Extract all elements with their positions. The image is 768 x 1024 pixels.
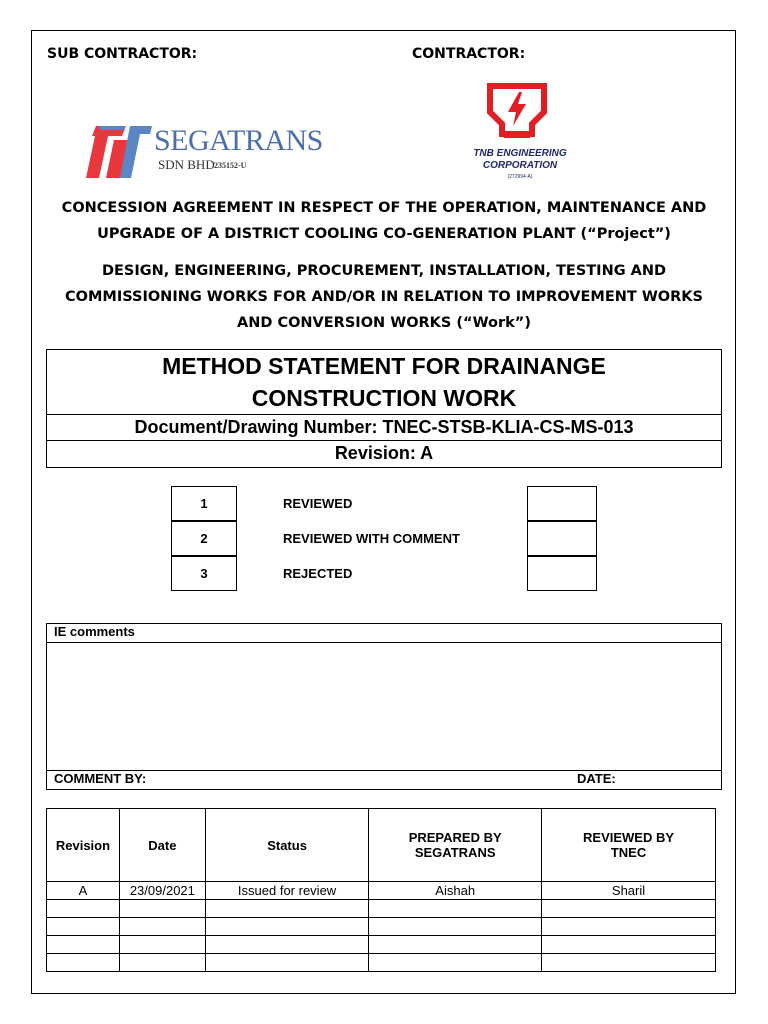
segatrans-logo-mark — [86, 126, 152, 178]
segatrans-name: SEGATRANS — [154, 124, 323, 157]
comment-by-label: COMMENT BY: — [54, 771, 147, 786]
comments-header: IE comments — [54, 624, 135, 639]
tnb-line2: CORPORATION — [482, 160, 558, 171]
table-row — [47, 954, 716, 972]
cell — [47, 918, 120, 936]
col-status: Status — [205, 809, 368, 882]
cell: Issued for review — [205, 882, 368, 900]
option-1-label: REVIEWED — [283, 496, 353, 511]
tnb-logo-mark — [486, 82, 548, 140]
cell — [542, 936, 716, 954]
comments-area[interactable] — [46, 642, 722, 771]
cell — [47, 900, 120, 918]
contractor-label: CONTRACTOR: — [412, 46, 526, 62]
title-box — [46, 349, 722, 415]
comment-date-label: DATE: — [577, 771, 616, 786]
cell — [119, 900, 205, 918]
cell: Aishah — [369, 882, 542, 900]
doc-revision: Revision: A — [46, 440, 722, 468]
option-3-number: 3 — [171, 556, 237, 591]
cell — [205, 900, 368, 918]
project-line-1: CONCESSION AGREEMENT IN RESPECT OF THE OPERATION, MAINTENANCE AND — [61, 200, 707, 216]
col-revision: Revision — [47, 809, 120, 882]
col-prepared-by: PREPARED BY SEGATRANS — [369, 809, 542, 882]
sub-contractor-label: SUB CONTRACTOR: — [47, 46, 198, 62]
table-header-row — [47, 809, 716, 882]
option-1-checkbox[interactable] — [527, 486, 597, 521]
option-2-number: 2 — [171, 521, 237, 556]
cell — [119, 954, 205, 972]
cell — [369, 936, 542, 954]
cell — [369, 954, 542, 972]
cell — [47, 936, 120, 954]
cell — [369, 918, 542, 936]
option-2-label: REVIEWED WITH COMMENT — [283, 531, 460, 546]
cell — [119, 936, 205, 954]
option-3-label: REJECTED — [283, 566, 353, 581]
col-reviewed-by: REVIEWED BY TNEC — [542, 809, 716, 882]
option-1-number: 1 — [171, 486, 237, 521]
col-date: Date — [119, 809, 205, 882]
doc-number: Document/Drawing Number: TNEC-STSB-KLIA-CS-MS-013 — [46, 414, 722, 441]
tnb-logo — [460, 82, 580, 182]
comment-by-box — [46, 770, 722, 790]
cell — [542, 900, 716, 918]
doc-title-line-1: METHOD STATEMENT FOR DRAINANGE — [162, 353, 606, 379]
cell: Sharil — [542, 882, 716, 900]
table-row — [47, 900, 716, 918]
cell — [542, 954, 716, 972]
segatrans-reg: 235152-U — [214, 161, 247, 170]
cell — [47, 954, 120, 972]
cell — [369, 900, 542, 918]
option-3-checkbox[interactable] — [527, 556, 597, 591]
cell: 23/09/2021 — [119, 882, 205, 900]
doc-title-line-2: CONSTRUCTION WORK — [251, 385, 517, 411]
work-line-3: AND CONVERSION WORKS (“Work”) — [237, 315, 531, 331]
project-line-2: UPGRADE OF A DISTRICT COOLING CO-GENERATION PLANT (“Project”) — [97, 226, 671, 242]
cell: A — [47, 882, 120, 900]
tnb-line1: TNB ENGINEERING — [473, 148, 567, 159]
work-line-1: DESIGN, ENGINEERING, PROCUREMENT, INSTALLATION, TESTING AND — [101, 263, 667, 279]
table-row — [47, 936, 716, 954]
segatrans-sub: SDN BHD — [158, 157, 215, 172]
cell — [205, 936, 368, 954]
table-row — [47, 882, 716, 900]
comments-header-box — [46, 623, 722, 643]
cell — [542, 918, 716, 936]
tnb-reg: (272994-A) — [507, 174, 533, 180]
revision-table — [46, 808, 716, 972]
cell — [205, 918, 368, 936]
cell — [205, 954, 368, 972]
table-row — [47, 918, 716, 936]
segatrans-logo — [86, 124, 323, 180]
work-line-2: COMMISSIONING WORKS FOR AND/OR IN RELATION TO IMPROVEMENT WORKS — [65, 289, 703, 305]
cell — [119, 918, 205, 936]
option-2-checkbox[interactable] — [527, 521, 597, 556]
